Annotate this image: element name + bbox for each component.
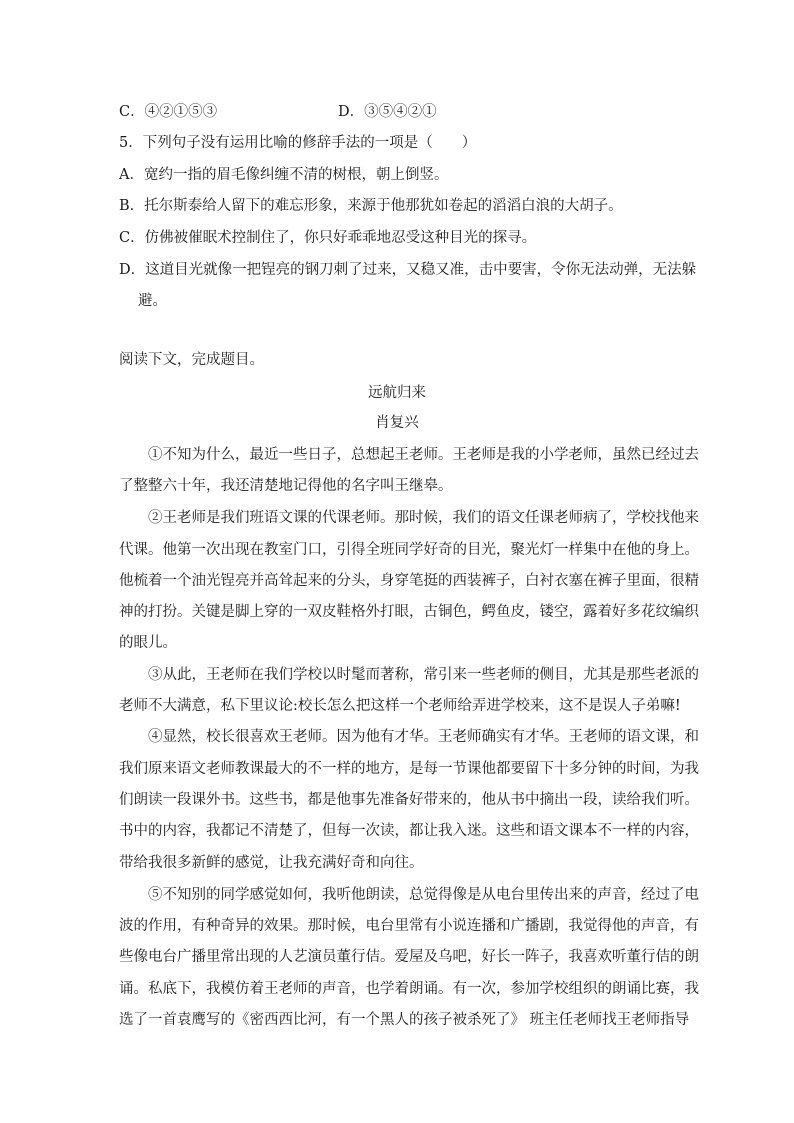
q5-option-d-line1: D．这道目光就像一把锃亮的钢刀刺了过来，又稳又准，击中要害，令你无法动弹，无法躲	[119, 262, 697, 278]
paragraph-4-line: 带给我很多新鲜的感觉，让我充满好奇和向往。	[119, 855, 424, 871]
q5-stem: 5．下列句子没有运用比喻的修辞手法的一项是（ ）	[119, 135, 477, 151]
paragraph-3-line: 老师不大满意，私下里议论:校长怎么把这样一个老师给弄进学校来，这不是误人子弟嘛!	[119, 698, 681, 714]
article-title: 远航归来	[368, 385, 426, 401]
paragraph-2-line: 的眼儿。	[119, 635, 177, 651]
q4-option-c: C．④②①⑤③	[119, 104, 218, 120]
reading-instruction: 阅读下文，完成题目。	[119, 352, 264, 368]
paragraph-4-line: 我们原来语文老师教课最大的不一样的地方，是每一节课他都要留下十多分钟的时间，为我	[119, 761, 699, 777]
paragraph-5-line: 波的作用，有种奇异的效果。那时候，电台里常有小说连播和广播剧，我觉得他的声音，有	[119, 918, 699, 934]
paragraph-5-line: 诵。私底下，我模仿着王老师的声音，也学着朗诵。有一次，参加学校组织的朗诵比赛，我	[119, 981, 699, 997]
paragraph-2-line: 神的打扮。关键是脚上穿的一双皮鞋格外打眼，古铜色，鳄鱼皮，镂空，露着好多花纹编织	[119, 604, 699, 620]
q5-option-c: C．仿佛被催眠术控制住了，你只好乖乖地忍受这种目光的探寻。	[119, 230, 537, 246]
paragraph-2-line: 代课。他第一次出现在教室门口，引得全班同学好奇的目光，聚光灯一样集中在他的身上。	[119, 542, 699, 558]
paragraph-5-line: 些像电台广播里常出现的人艺演员董行佶。爱屋及乌吧，好长一阵子，我喜欢听董行佶的朗	[119, 949, 699, 965]
q5-option-b: B．托尔斯泰给人留下的难忘形象，来源于他那犹如卷起的滔滔白浪的大胡子。	[119, 198, 623, 214]
q4-option-d: D．③⑤④②①	[338, 104, 437, 120]
paragraph-2-line: ②王老师是我们班语文课的代课老师。那时候，我们的语文任课老师病了，学校找他来	[148, 510, 699, 526]
q5-option-a: A．宽约一指的眉毛像纠缠不清的树根，朝上倒竖。	[119, 167, 449, 183]
paragraph-4-line: 书中的内容，我都记不清楚了，但每一次读，都让我入迷。这些和语文课本不一样的内容，	[119, 823, 699, 839]
article-author: 肖复兴	[375, 415, 419, 431]
paragraph-3-line: ③从此，王老师在我们学校以时髦而著称，常引来一些老师的侧目，尤其是那些老派的	[148, 667, 699, 683]
paragraph-2-line: 他梳着一个油光锃亮并高耸起来的分头，身穿笔挺的西装裤子，白衬衣塞在裤子里面，很精	[119, 573, 699, 589]
paragraph-5-line: ⑤不知别的同学感觉如何，我听他朗读，总觉得像是从电台里传出来的声音，经过了电	[148, 887, 699, 903]
paragraph-4-line: ④显然，校长很喜欢王老师。因为他有才华。王老师确实有才华。王老师的语文课，和	[148, 729, 699, 745]
q5-option-d-line2: 避。	[138, 293, 167, 309]
paragraph-4-line: 们朗读一段课外书。这些书，都是他事先准备好带来的，他从书中摘出一段，读给我们听。	[119, 792, 699, 808]
paragraph-1-line: 了整整六十年，我还清楚地记得他的名字叫王继皋。	[119, 478, 453, 494]
paragraph-1-line: ①不知为什么，最近一些日子，总想起王老师。王老师是我的小学老师，虽然已经过去	[148, 447, 699, 463]
paragraph-5-line: 选了一首袁鹰写的《密西西比河，有一个黑人的孩子被杀死了》 班主任老师找王老师指导	[119, 1012, 690, 1028]
